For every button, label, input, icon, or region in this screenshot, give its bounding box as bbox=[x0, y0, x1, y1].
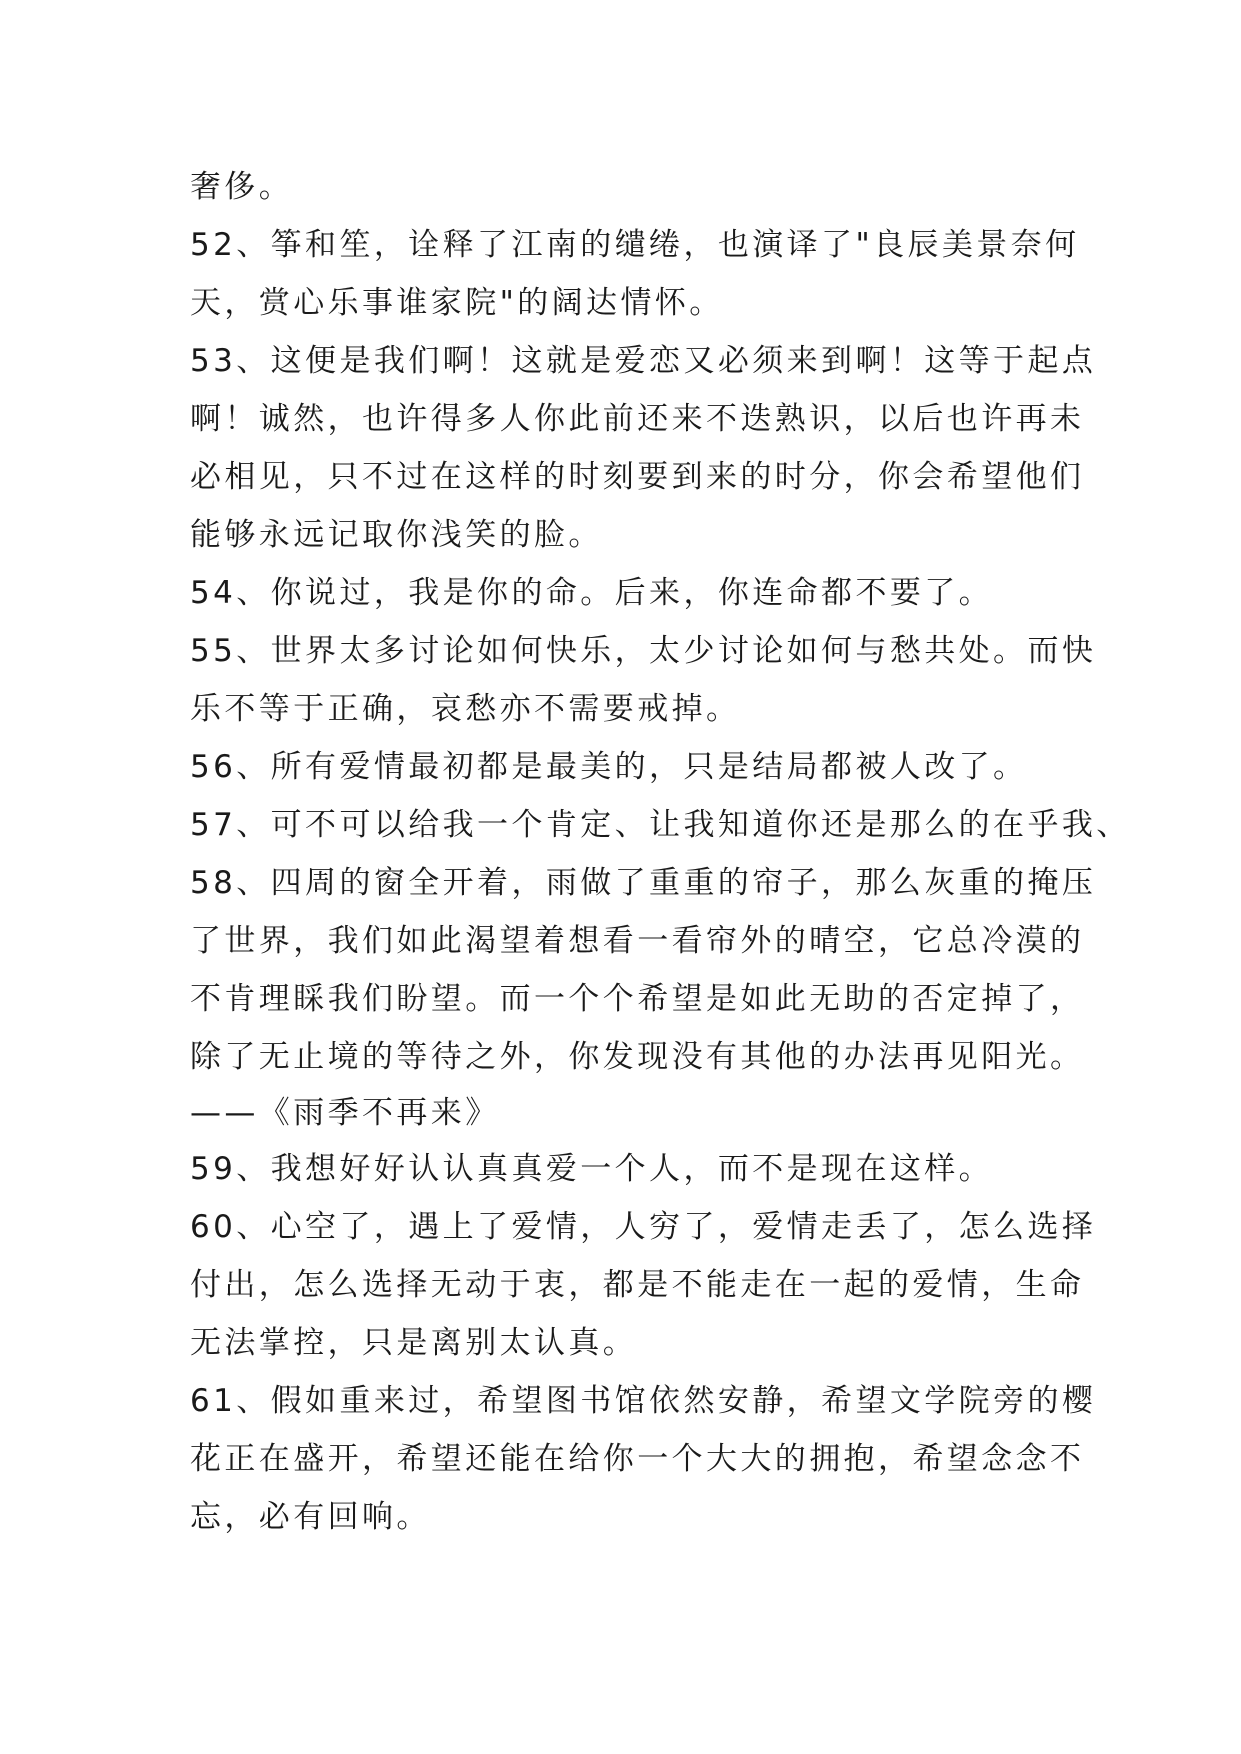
quote-attribution: ——《雨季不再来》 bbox=[190, 1095, 500, 1131]
text-line: 53、这便是我们啊！这就是爱恋又必须来到啊！这等于起点 bbox=[190, 343, 1097, 379]
text-line: 了世界，我们如此渴望着想看一看帘外的晴空，它总冷漠的 bbox=[190, 923, 1085, 959]
text-line: 能够永远记取你浅笑的脸。 bbox=[190, 517, 603, 553]
text-line: 61、假如重来过，希望图书馆依然安静，希望文学院旁的樱 bbox=[190, 1383, 1097, 1419]
text-line: 58、四周的窗全开着，雨做了重重的帘子，那么灰重的掩压 bbox=[190, 865, 1097, 901]
text-line: 奢侈。 bbox=[190, 169, 294, 205]
text-line: 55、世界太多讨论如何快乐，太少讨论如何与愁共处。而快 bbox=[190, 633, 1097, 669]
text-line: 59、我想好好认认真真爱一个人，而不是现在这样。 bbox=[190, 1151, 994, 1187]
text-line: 不肯理睬我们盼望。而一个个希望是如此无助的否定掉了， bbox=[190, 981, 1085, 1017]
text-line: 56、所有爱情最初都是最美的，只是结局都被人改了。 bbox=[190, 749, 1028, 785]
text-line: 54、你说过，我是你的命。后来，你连命都不要了。 bbox=[190, 575, 994, 611]
text-line: 除了无止境的等待之外，你发现没有其他的办法再见阳光。 bbox=[190, 1039, 1085, 1075]
text-line: 花正在盛开，希望还能在给你一个大大的拥抱，希望念念不 bbox=[190, 1441, 1085, 1477]
text-body bbox=[190, 158, 1131, 1546]
text-line: 付出，怎么选择无动于衷，都是不能走在一起的爱情，生命 bbox=[190, 1267, 1085, 1303]
text-line: 60、心空了，遇上了爱情，人穷了，爱情走丢了，怎么选择 bbox=[190, 1209, 1097, 1245]
text-line: 57、可不可以给我一个肯定、让我知道你还是那么的在乎我、 bbox=[190, 807, 1131, 843]
text-line: 无法掌控，只是离别太认真。 bbox=[190, 1325, 638, 1361]
text-line: 啊！诚然，也许得多人你此前还来不迭熟识，以后也许再未 bbox=[190, 401, 1085, 437]
text-line: 忘，必有回响。 bbox=[190, 1499, 431, 1535]
text-line: 必相见，只不过在这样的时刻要到来的时分，你会希望他们 bbox=[190, 459, 1085, 495]
text-line: 乐不等于正确，哀愁亦不需要戒掉。 bbox=[190, 691, 741, 727]
text-line: 天，赏心乐事谁家院"的阔达情怀。 bbox=[190, 285, 724, 321]
text-line: 52、筝和笙，诠释了江南的缱绻，也演译了"良辰美景奈何 bbox=[190, 227, 1080, 263]
